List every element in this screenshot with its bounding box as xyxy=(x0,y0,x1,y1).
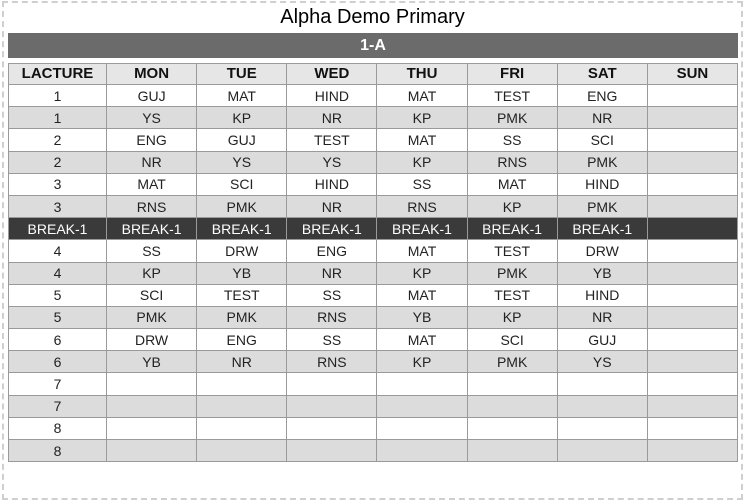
column-header-fri: FRI xyxy=(468,64,557,84)
subject-cell: PMK xyxy=(468,263,557,284)
subject-cell xyxy=(107,418,196,439)
subject-cell xyxy=(648,218,737,239)
subject-cell: GUJ xyxy=(558,329,647,350)
subject-cell: RNS xyxy=(377,196,466,217)
subject-cell: GUJ xyxy=(107,85,196,106)
subject-cell: NR xyxy=(287,263,376,284)
subject-cell xyxy=(648,329,737,350)
subject-cell xyxy=(648,240,737,261)
subject-cell: RNS xyxy=(468,152,557,173)
subject-cell: TEST xyxy=(468,285,557,306)
lecture-cell: 5 xyxy=(9,285,106,306)
lecture-cell: 8 xyxy=(9,440,106,461)
lecture-cell: 3 xyxy=(9,196,106,217)
subject-cell xyxy=(197,373,286,394)
subject-cell xyxy=(197,396,286,417)
subject-cell xyxy=(107,440,196,461)
subject-cell xyxy=(648,174,737,195)
subject-cell xyxy=(377,373,466,394)
table-row xyxy=(9,396,737,417)
subject-cell xyxy=(648,107,737,128)
lecture-cell: 4 xyxy=(9,263,106,284)
subject-cell: SCI xyxy=(468,329,557,350)
lecture-cell: 1 xyxy=(9,85,106,106)
subject-cell: KP xyxy=(468,196,557,217)
subject-cell: RNS xyxy=(287,307,376,328)
subject-cell: KP xyxy=(377,351,466,372)
subject-cell xyxy=(648,196,737,217)
subject-cell: SCI xyxy=(197,174,286,195)
lecture-cell: 2 xyxy=(9,152,106,173)
lecture-cell: 2 xyxy=(9,129,106,150)
subject-cell: YB xyxy=(197,263,286,284)
subject-cell xyxy=(377,396,466,417)
lecture-cell: 4 xyxy=(9,240,106,261)
subject-cell: NR xyxy=(287,196,376,217)
subject-cell: YB xyxy=(107,351,196,372)
subject-cell: BREAK-1 xyxy=(468,218,557,239)
class-header: 1-A xyxy=(8,33,738,58)
subject-cell: PMK xyxy=(468,107,557,128)
timetable-page xyxy=(2,1,743,500)
subject-cell: TEST xyxy=(197,285,286,306)
subject-cell xyxy=(648,440,737,461)
table-row xyxy=(9,307,737,328)
subject-cell: YS xyxy=(558,351,647,372)
subject-cell xyxy=(468,440,557,461)
subject-cell: SS xyxy=(287,285,376,306)
subject-cell: KP xyxy=(468,307,557,328)
table-row xyxy=(9,196,737,217)
subject-cell: HIND xyxy=(558,285,647,306)
table-row xyxy=(9,152,737,173)
subject-cell xyxy=(558,440,647,461)
subject-cell: BREAK-1 xyxy=(107,218,196,239)
subject-cell: TEST xyxy=(287,129,376,150)
table-row xyxy=(9,418,737,439)
subject-cell: MAT xyxy=(377,329,466,350)
subject-cell xyxy=(468,418,557,439)
subject-cell: MAT xyxy=(377,129,466,150)
subject-cell: SS xyxy=(377,174,466,195)
subject-cell: BREAK-1 xyxy=(197,218,286,239)
subject-cell: MAT xyxy=(377,285,466,306)
subject-cell xyxy=(648,85,737,106)
subject-cell: SCI xyxy=(558,129,647,150)
subject-cell: BREAK-1 xyxy=(377,218,466,239)
subject-cell xyxy=(648,152,737,173)
lecture-cell: 6 xyxy=(9,351,106,372)
timetable-grid xyxy=(8,63,738,462)
table-row xyxy=(9,240,737,261)
subject-cell xyxy=(648,129,737,150)
subject-cell: PMK xyxy=(468,351,557,372)
column-header-sun: SUN xyxy=(648,64,737,84)
subject-cell: GUJ xyxy=(197,129,286,150)
subject-cell: KP xyxy=(377,263,466,284)
table-row xyxy=(9,263,737,284)
subject-cell: RNS xyxy=(287,351,376,372)
subject-cell xyxy=(377,418,466,439)
subject-cell: TEST xyxy=(468,240,557,261)
subject-cell xyxy=(558,373,647,394)
subject-cell: MAT xyxy=(197,85,286,106)
subject-cell: YS xyxy=(107,107,196,128)
subject-cell: NR xyxy=(558,107,647,128)
subject-cell xyxy=(287,418,376,439)
subject-cell: PMK xyxy=(197,307,286,328)
column-header-thu: THU xyxy=(377,64,466,84)
subject-cell xyxy=(468,373,557,394)
subject-cell: MAT xyxy=(377,240,466,261)
table-row xyxy=(9,285,737,306)
timetable-body xyxy=(9,85,737,461)
lecture-cell: 6 xyxy=(9,329,106,350)
subject-cell xyxy=(648,351,737,372)
subject-cell: TEST xyxy=(468,85,557,106)
subject-cell xyxy=(558,396,647,417)
subject-cell: DRW xyxy=(558,240,647,261)
lecture-cell: BREAK-1 xyxy=(9,218,106,239)
column-header-wed: WED xyxy=(287,64,376,84)
subject-cell xyxy=(648,307,737,328)
subject-cell: SS xyxy=(468,129,557,150)
lecture-cell: 1 xyxy=(9,107,106,128)
subject-cell: PMK xyxy=(197,196,286,217)
subject-cell xyxy=(107,373,196,394)
subject-cell xyxy=(648,373,737,394)
subject-cell xyxy=(377,440,466,461)
table-row xyxy=(9,373,737,394)
lecture-cell: 5 xyxy=(9,307,106,328)
subject-cell xyxy=(287,396,376,417)
subject-cell: ENG xyxy=(287,240,376,261)
subject-cell: ENG xyxy=(107,129,196,150)
column-header-lacture: LACTURE xyxy=(9,64,106,84)
lecture-cell: 8 xyxy=(9,418,106,439)
subject-cell xyxy=(648,263,737,284)
subject-cell: ENG xyxy=(558,85,647,106)
subject-cell xyxy=(648,285,737,306)
subject-cell: PMK xyxy=(558,152,647,173)
subject-cell: YB xyxy=(377,307,466,328)
lecture-cell: 7 xyxy=(9,396,106,417)
column-header-mon: MON xyxy=(107,64,196,84)
subject-cell: MAT xyxy=(468,174,557,195)
subject-cell: NR xyxy=(558,307,647,328)
timetable-header-row xyxy=(9,64,737,84)
subject-cell: SCI xyxy=(107,285,196,306)
subject-cell xyxy=(287,373,376,394)
lecture-cell: 3 xyxy=(9,174,106,195)
subject-cell: DRW xyxy=(107,329,196,350)
school-title: Alpha Demo Primary xyxy=(280,6,465,28)
subject-cell: HIND xyxy=(287,85,376,106)
subject-cell: BREAK-1 xyxy=(558,218,647,239)
subject-cell xyxy=(287,440,376,461)
table-row xyxy=(9,129,737,150)
subject-cell: SS xyxy=(107,240,196,261)
subject-cell: NR xyxy=(107,152,196,173)
subject-cell: YS xyxy=(197,152,286,173)
subject-cell: NR xyxy=(197,351,286,372)
table-row xyxy=(9,351,737,372)
table-row xyxy=(9,329,737,350)
subject-cell: HIND xyxy=(558,174,647,195)
subject-cell xyxy=(648,418,737,439)
subject-cell: MAT xyxy=(107,174,196,195)
subject-cell: PMK xyxy=(558,196,647,217)
subject-cell: KP xyxy=(377,107,466,128)
subject-cell: YB xyxy=(558,263,647,284)
subject-cell: DRW xyxy=(197,240,286,261)
subject-cell: YS xyxy=(287,152,376,173)
subject-cell: SS xyxy=(287,329,376,350)
subject-cell: KP xyxy=(107,263,196,284)
subject-cell: MAT xyxy=(377,85,466,106)
subject-cell: BREAK-1 xyxy=(287,218,376,239)
column-header-sat: SAT xyxy=(558,64,647,84)
subject-cell xyxy=(648,396,737,417)
subject-cell xyxy=(197,440,286,461)
table-row xyxy=(9,440,737,461)
subject-cell: ENG xyxy=(197,329,286,350)
subject-cell xyxy=(107,396,196,417)
column-header-tue: TUE xyxy=(197,64,286,84)
subject-cell: HIND xyxy=(287,174,376,195)
subject-cell xyxy=(468,396,557,417)
subject-cell: PMK xyxy=(107,307,196,328)
subject-cell xyxy=(558,418,647,439)
subject-cell: RNS xyxy=(107,196,196,217)
table-row xyxy=(9,107,737,128)
lecture-cell: 7 xyxy=(9,373,106,394)
subject-cell xyxy=(197,418,286,439)
table-row xyxy=(9,85,737,106)
break-row xyxy=(9,218,737,239)
subject-cell: NR xyxy=(287,107,376,128)
subject-cell: KP xyxy=(197,107,286,128)
table-row xyxy=(9,174,737,195)
subject-cell: KP xyxy=(377,152,466,173)
